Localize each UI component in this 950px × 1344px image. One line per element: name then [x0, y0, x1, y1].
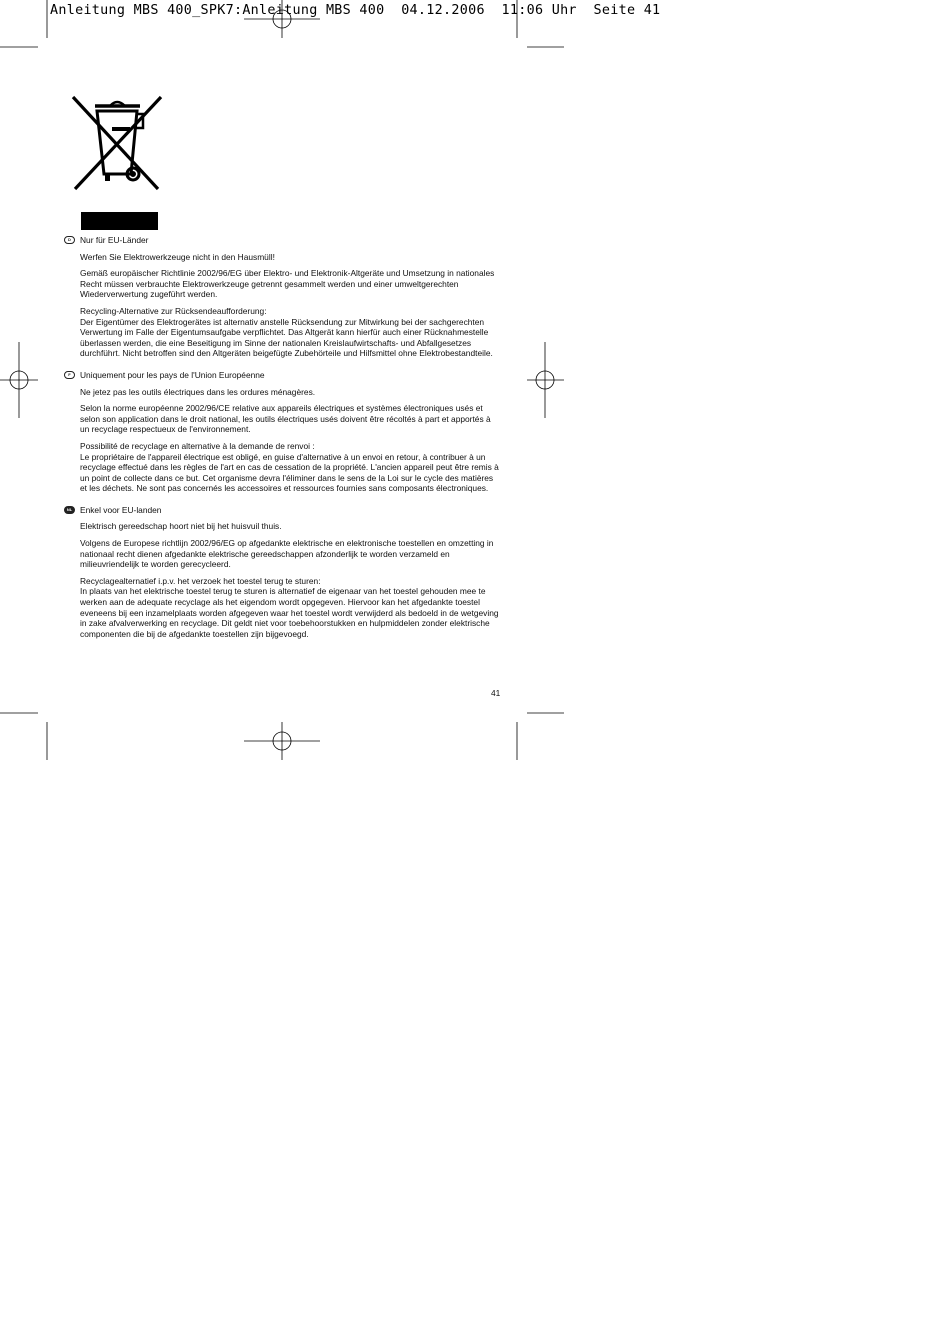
paragraph: Gemäß europäischer Richtlinie 2002/96/EG über Elektro- und Elektronik-Altgeräte und Umsetzung in nationales Recht müssen verbrauchte Elektrowerkzeuge getrennt gesammelt werden und einer umweltgerechten Wiederverwertung zugeführt werden.: [80, 268, 495, 300]
country-code-nl-icon: NL: [64, 506, 75, 514]
black-bar-marker: [81, 212, 158, 230]
section-french: [68, 369, 500, 494]
recycling-alternative-title: Possibilité de recyclage en alternative à la demande de renvoi :: [80, 440, 315, 451]
paragraph: Volgens de Europese richtlijn 2002/96/EG op afgedankte elektrische en elektronische toestellen en omzetting in nationaal recht dienen afgedankte elektrische gereedschappen afzonderlijk te worden verzameld en milieuvriendelijk te worden gerecycleerd.: [80, 538, 494, 570]
crossed-out-wheelie-bin-icon: [70, 94, 166, 194]
section-german: [68, 235, 500, 359]
country-code-f-icon: F: [64, 371, 75, 379]
disposal-instructions: [66, 235, 500, 645]
print-slug-header: Anleitung MBS 400_SPK7:Anleitung MBS 400 04.12.2006 11:06 Uhr Seite 41: [50, 3, 661, 18]
section-dutch: [66, 504, 500, 640]
recycling-alternative-text: In plaats van het elektrische toestel terug te sturen is alternatief de eigenaar van het toestel gehouden mee te werken aan de adequate recyclage als het eigendom wordt opgegeven. Hiervoor kan het afgedankte toestel eveneens bij een inzamelplaats worden afgegeven waar het toestel wordt verwijderd als bedoeld in de wetgeving in zake afvalverwerking en recyclage. Dit geldt niet voor toebehoorstukken en hulpmiddelen zonder elektrische componenten die bij de afgedankte toestellen zijn bijgevoegd.: [80, 586, 499, 639]
registration-mark-icon: [244, 722, 320, 760]
recycling-alternative-title: Recycling-Alternative zur Rücksendeaufforderung:: [80, 305, 267, 316]
section-heading: Enkel voor EU-landen: [80, 504, 162, 515]
section-heading: Uniquement pour les pays de l'Union Européenne: [80, 369, 265, 380]
country-code-d-icon: D: [64, 236, 75, 244]
recycling-alternative-title: Recyclagealternatief i.p.v. het verzoek het toestel terug te sturen:: [80, 575, 321, 586]
page-number: 41: [491, 688, 501, 698]
registration-mark-icon: [527, 342, 564, 418]
paragraph: Elektrisch gereedschap hoort niet bij het huisvuil thuis.: [80, 521, 282, 532]
paragraph: Selon la norme européenne 2002/96/CE relative aux appareils électriques et systèmes électroniques usés et selon son application dans le droit national, les outils électriques usés doivent être récoltés à part et apportés à un recyclage respectueux de l'environnement.: [80, 403, 491, 435]
recycling-alternative-text: Der Eigentümer des Elektrogerätes ist alternativ anstelle Rücksendung zur Mitwirkung bei der sachgerechten Verwertung im Falle der Eigentumsaufgabe verpflichtet. Das Altgerät kann hierfür auch einer Rücknahmestelle überlassen werden, die eine Beseitigung im Sinne der nationalen Kreislaufwirtschafts- und Abfallgesetzes durchführt. Nicht betroffen sind den Altgeräten beigefügte Zubehörteile und Hilfsmittel ohne Elektrobestandteile.: [80, 316, 493, 359]
registration-mark-icon: [244, 0, 320, 38]
paragraph: Ne jetez pas les outils électriques dans les ordures ménagères.: [80, 386, 316, 397]
section-heading: Nur für EU-Länder: [80, 235, 149, 245]
paragraph: Werfen Sie Elektrowerkzeuge nicht in den Hausmüll!: [80, 251, 275, 262]
recycling-alternative-text: Le propriétaire de l'appareil électrique est obligé, en guise d'alternative à un envoi en retour, à contribuer à un recyclage effectué dans les règles de l'art en cas de cessation de la propriété. L'ancien appareil peut être remis à un point de collecte dans ce but. Cet organisme devra l'éliminer dans le sens de la Loi sur le cycle des matières et les déchets. Ne sont pas concernés les accessoires et ressources fournies sans composants électroniques.: [80, 451, 499, 494]
registration-mark-icon: [0, 342, 38, 418]
